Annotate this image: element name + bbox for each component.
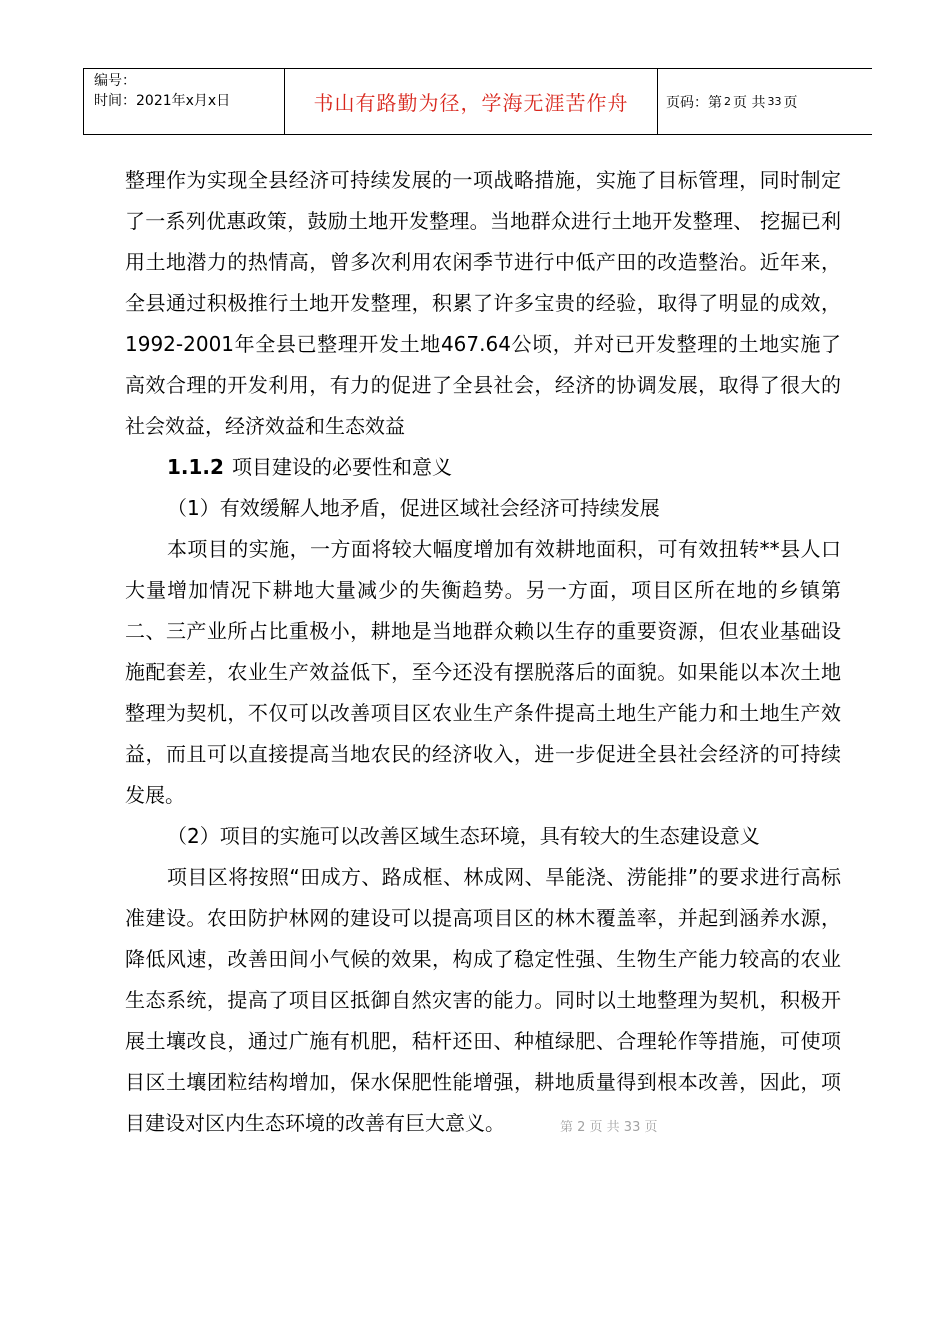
subsection-heading-1: （1）有效缓解人地矛盾，促进区域社会经济可持续发展 xyxy=(167,496,660,520)
footer-page-mark: 第 2 页 共 33 页 xyxy=(560,1120,658,1135)
page-total-number: 33 xyxy=(767,95,782,108)
intro-paragraph: 整理作为实现全县经济可持续发展的一项战略措施，实施了目标管理，同时制定了一系列优惠政策，鼓励土地开发整理。当地群众进行土地开发整理、 挖掘已利用土地潜力的热情高，曾多次利用农闲季节进行中低产田的改造整治。近年来，全县通过积极推行土地开发整理，积累了许多宝贵的经验，取得了明显的成效，1992-2001年全县已整理开发土地467.64公顷，并对已开发整理的土地实施了高效合理的开发利用，有力的促进了全县社会，经济的协调发展，取得了很大的社会效益，经济效益和生态效益 xyxy=(125,168,841,438)
document-time-label: 时间：2021年x月x日 xyxy=(94,93,231,109)
page-prefix: 页码：第 xyxy=(666,94,722,111)
header-motto-cell xyxy=(285,69,658,134)
section-title: 项目建设的必要性和意义 xyxy=(231,455,452,479)
document-number-label: 编号： xyxy=(94,73,136,89)
header-motto: 书山有路勤为径，学海无涯苦作舟 xyxy=(313,91,629,115)
subsection-paragraph-1: 本项目的实施，一方面将较大幅度增加有效耕地面积，可有效扭转**县人口大量增加情况下耕地大量减少的失衡趋势。另一方面，项目区所在地的乡镇第二、三产业所占比重极小，耕地是当地群众赖以生存的重要资源，但农业基础设施配套差，农业生产效益低下，至今还没有摆脱落后的面貌。如果能以本次土地整理为契机，不仅可以改善项目区农业生产条件提高土地生产能力和土地生产效益，而且可以直接提高当地农民的经济收入，进一步促进全县社会经济的可持续发展。 xyxy=(125,537,841,807)
page-current-number: 2 xyxy=(724,95,731,108)
header-page-cell xyxy=(658,69,872,134)
section-number: 1.1.2 xyxy=(167,455,224,479)
document-header xyxy=(83,68,872,135)
subsection-paragraph-2: 项目区将按照“田成方、路成框、林成网、旱能浇、涝能排”的要求进行高标准建设。农田防护林网的建设可以提高项目区的林木覆盖率，并起到涵养水源，降低风速，改善田间小气候的效果，构成了稳定性强、生物生产能力较高的农业生态系统，提高了项目区抵御自然灾害的能力。同时以土地整理为契机，积极开展土壤改良，通过广施有机肥，秸杆还田、种植绿肥、合理轮作等措施，可使项目区土壤团粒结构增加，保水保肥性能增强，耕地质量得到根本改善，因此，项目建设对区内生态环境的改善有巨大意义。 xyxy=(125,865,841,1135)
document-body xyxy=(125,160,841,1144)
section-heading xyxy=(125,447,841,488)
subsection-heading-2: （2）项目的实施可以改善区域生态环境，具有较大的生态建设意义 xyxy=(167,824,760,848)
header-info-cell xyxy=(84,69,285,134)
page-middle: 页 共 xyxy=(733,94,766,111)
page-suffix: 页 xyxy=(783,94,798,111)
